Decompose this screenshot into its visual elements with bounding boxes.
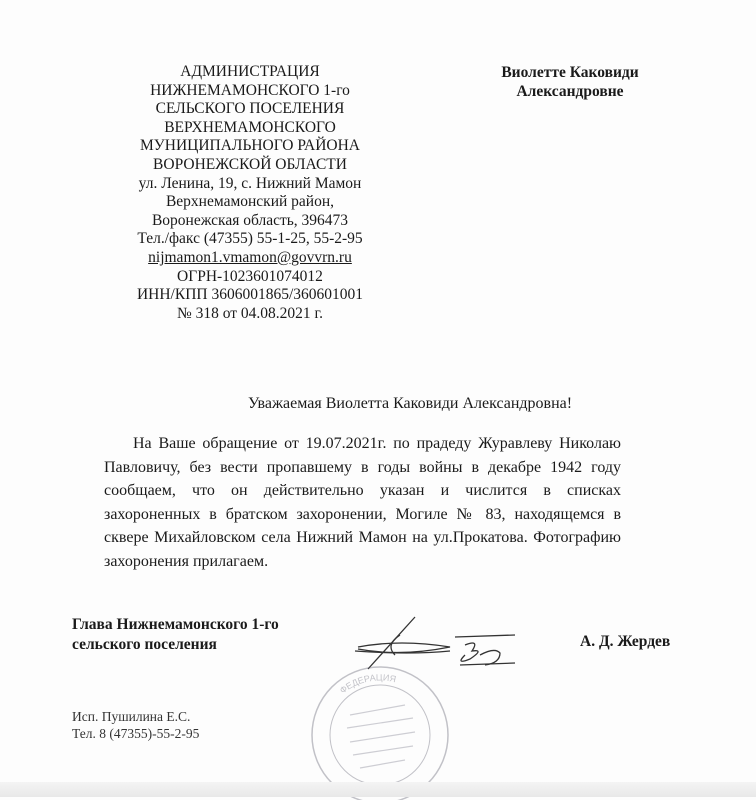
signatory-title-line: Глава Нижнемамонского 1-го xyxy=(72,616,279,633)
signatory-name: А. Д. Жердев xyxy=(580,633,671,650)
sender-line: ВОРОНЕЖСКОЙ ОБЛАСТИ xyxy=(153,155,347,173)
executor-name: Исп. Пушилина Е.С. xyxy=(72,709,191,724)
sender-email: nijmamon1.vmamon@govvrn.ru xyxy=(148,248,352,266)
executor-block xyxy=(72,708,199,742)
recipient-line: Виолетте Каковиди xyxy=(501,64,639,81)
recipient-line: Александровне xyxy=(516,83,624,100)
sender-ogrn: ОГРН-1023601074012 xyxy=(177,267,323,285)
sender-inn-kpp: ИНН/КПП 3606001865/360601001 xyxy=(136,286,364,304)
sender-line: СЕЛЬСКОГО ПОСЕЛЕНИЯ xyxy=(155,100,345,118)
sender-block xyxy=(100,63,400,323)
sender-line: ул. Ленина, 19, с. Нижний Мамон xyxy=(138,174,362,192)
letter-body: На Ваше обращение от 19.07.2021г. по прадеду Журавлеву Николаю Павловичу, без вести пропавшему в годы войны в декабре 1942 году сообщаем, что он действительно указан и числится в списках захороненных в братском захоронении, Могиле № 83, находящемся в сквере Михайловском села Нижний Мамон на ул.Прокатова. Фотографию захоронения прилагаем. xyxy=(104,435,621,570)
sender-line: МУНИЦИПАЛЬНОГО РАЙОНА xyxy=(140,137,360,155)
signatory-title-line: сельского поселения xyxy=(72,636,217,653)
signatory-title xyxy=(72,615,279,655)
official-stamp xyxy=(305,660,455,800)
sender-line: НИЖНЕМАМОНСКОГО 1-го xyxy=(150,81,350,99)
sender-line: ВЕРХНЕМАМОНСКОГО xyxy=(164,118,336,136)
letter-number-date: № 318 от 04.08.2021 г. xyxy=(176,304,324,322)
greeting: Уважаемая Виолетта Каковиди Александровна! xyxy=(248,395,573,412)
sender-line: Верхнемамонский район, xyxy=(165,193,335,211)
sender-line: АДМИНИСТРАЦИЯ xyxy=(180,63,320,80)
executor-phone: Тел. 8 (47355)-55-2-95 xyxy=(72,726,200,741)
svg-text:ФЕДЕРАЦИЯ: ФЕДЕРАЦИЯ xyxy=(337,672,398,696)
sender-line: Воронежская область, 396473 xyxy=(151,211,349,229)
recipient-block xyxy=(470,63,670,101)
scan-edge xyxy=(0,782,756,797)
sender-line: Тел./факс (47355) 55-1-25, 55-2-95 xyxy=(137,230,363,248)
